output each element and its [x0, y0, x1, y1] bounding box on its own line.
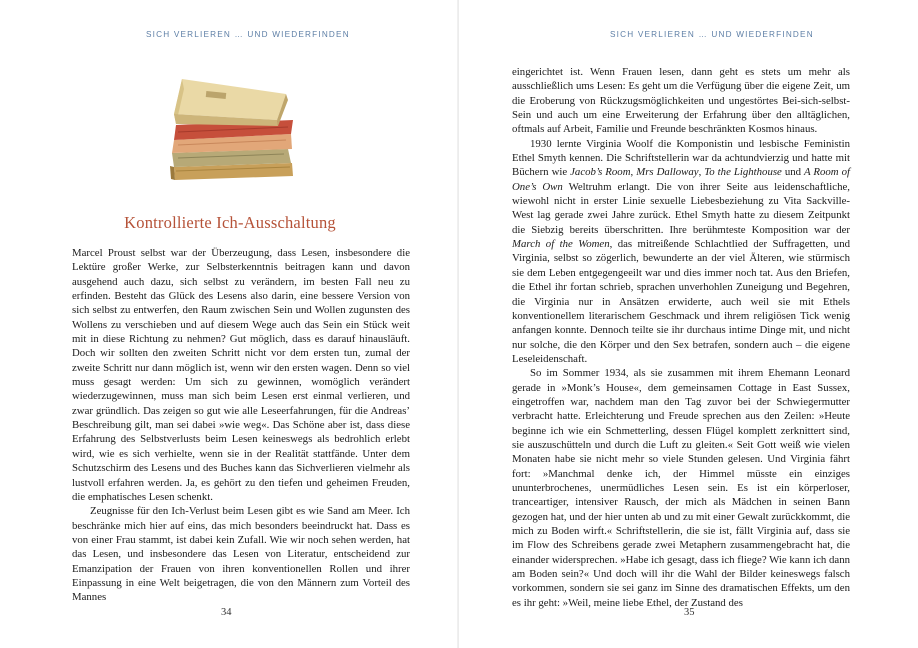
- text-run: ,: [698, 166, 705, 179]
- body-text: [72, 246, 410, 605]
- running-head: SICH VERLIEREN … UND WIEDERFINDEN: [610, 30, 814, 39]
- book-title: Jacob’s Room: [570, 166, 631, 179]
- paragraph: So im Sommer 1934, als sie zusammen mit ihrem Ehemann Leonard gerade in »Monk’s House«, dem gemeinsamen Cottage in East Sussex, eingetroffen war, nachdem man den Tag zuvor bei der Schwiegermutter verbracht hatte. Erleichterung und Freude sprechen aus den Zeilen: »Heute beginne ich wie ein Schmetterling, dessen Flügel komplett zerknittert sind, sie auszuschütteln und durch die Luft zu gleiten.« Seit Gott weiß wie vielen Monaten habe sie nicht mehr so viele Stunden gelesen. Und Virginia fährt fort: »Manchmal denke ich, der Himmel müsste ein einziges ununterbrochenes, unermüdliches Lesen sein. Es ist ein körperloser, tranceartiger, intensiver Rausch, der mich als Mädchen in seinen Bann gezogen hat, und der hier unten ab und zu mit einer Gewalt zurückkommt, die mich zu Boden wirft.« Schriftstellerin, die sie ist, fällt Virginia auf, dass sie im Flow des Schreibens gerade zwei Metaphern zusammengebracht hat, die einander widersprechen. »Habe ich gesagt, dass ich fliege? Wie kann ich dann am Boden sein?« Und doch will ihr die Wahl der Bilder keineswegs falsch vorkommen, sondern sie sei ganz im Sinne des dramatischen Effekts, um den es ihr geht: »Weil, meine liebe Ethel, der Zustand des: [512, 367, 850, 609]
- paragraph: eingerichtet ist. Wenn Frauen lesen, dann geht es stets um mehr als ausschließlich ums Lesen: Es geht um die Verfügung über die eigene Zeit, um die Eroberung von Rückzugsmöglichkeiten und ungestörtes Bei-sich-selbst-Sein und auch um eine Erweiterung der Erfahrung über den alltäglichen, oftmals auf Arbeit, Familie und Freunde beschränkten Kosmos hinaus.: [512, 66, 850, 136]
- page-number: 34: [221, 607, 232, 618]
- body-text: [512, 65, 850, 610]
- page-number: 35: [684, 607, 695, 618]
- paragraph: [512, 137, 850, 367]
- text-run: ,: [630, 166, 637, 179]
- text-run: und: [781, 166, 805, 179]
- stacked-old-books-image: [160, 70, 300, 188]
- composition-title: March of the Women: [512, 238, 610, 251]
- text-run: Weltruhm erlangt. Die von ihrer Seite aus leidenschaftliche, wiewohl nicht in erster Linie sexuelle Liebesbeziehung zu Vita Sackville-West lag gerade zwei Jahre zurück. Ethel Smyth hatte zu diesem Zeitpunkt die Siebzig bereits überschritten. Ihre berühmteste Komposition war der: [512, 180, 850, 236]
- right-page: [459, 0, 918, 648]
- chapter-title: Kontrollierte Ich-Ausschaltung: [124, 213, 336, 232]
- paragraph: Zeugnisse für den Ich-Verlust beim Lesen gibt es wie Sand am Meer. Ich beschränke mich hier auf eins, das mich besonders beeindruckt hat. Dass es von einer Frau stammt, ist dabei kein Zufall. Wie wir noch sehen werden, hat das Lesen, und insbesondere das Lesen von Literatur, entscheidend zur Emanzipation der Frauen von ihren konventionellen Rollen und ihrer Einpassung in eine Welt beigetragen, die von den Männern zum Vorteil des Mannes: [72, 505, 410, 604]
- book-title: To the Lighthouse: [704, 166, 782, 179]
- text-run: 1930 lernte Virginia Woolf die Komponistin und lesbische Feministin Ethel Smyth kennen. Die Schriftstellerin war da achtundvierzig und hatte mit Büchern wie: [512, 137, 850, 179]
- book-title: Mrs Dalloway: [636, 166, 699, 179]
- book-title: A Room of One’s Own: [512, 166, 850, 193]
- paragraph: Marcel Proust selbst war der Überzeugung, dass Lesen, insbesondere die Lektüre großer Werke, zur Selbsterkenntnis beitragen kann und davon ausgehend auch dazu, sich selbst zu verändern, im besten Fall neu zu erfinden. Besteht das Glück des Lesens also darin, eine bessere Version von sich selbst zu entwerfen, den Raum zwischen Sein und Wollen zugunsten des Wollens zu verschieben und auf diesem Wege auch das Sein ein Stück weit mit in diese Richtung zu nehmen? Gut möglich, dass es darauf hinausläuft. Doch wir sollten den zweiten Schritt nicht vor dem ersten tun, zumal der zweite Schritt nur dann möglich ist, wenn wir den ersten wagen. Denn so viel muss gesagt werden: Um sich zu gewinnen, womöglich verändert wiederzugewinnen, muss man sich beim Lesen erst einmal verlieren, und zwar gründlich. Das zeigen so gut wie alle Leseerfahrungen, für die Andreas’ Beschreibung gilt, man sei dabei »wie weg«. Das Schöne aber ist, dass diese Erfahrung des Selbstverlusts beim Lesen keineswegs als bedrohlich erlebt wird, wie es sich verhielte, wenn sie in der Realität stattfände. Unter dem Schutzschirm des Lesens und des Buches kann das Sichverlieren vielmehr als lustvoll erfahren werden. Ja, es gehört zu den tiefen und geheimen Freuden, die emphatisches Lesen schenkt.: [72, 247, 410, 503]
- running-head: SICH VERLIEREN … UND WIEDERFINDEN: [146, 30, 350, 39]
- text-run: , das mitreißende Schlachtlied der Suffragetten, und Virginia, selbst so zögerlich, bewunderte an der viel Älteren, wie stürmisch sie dem Leben entgegengeeilt war und dies immer noch tat. Aus den Briefen, die Ethel ihr fortan schrieb, sprachen unverhohlen Zuneigung und Begehren, die Virginia nur in Ansätzen erwiderte, auch weil sie mit Ethels konventionellem literarischem Geschmack und ihrem religiösen Tick wenig anfangen konnte. Dennoch teilte sie ihr durchaus intime Dinge mit, und nicht nur solche, die den Körper und den Sex betrafen, sondern auch – die eigene Leseleidenschaft.: [512, 238, 850, 365]
